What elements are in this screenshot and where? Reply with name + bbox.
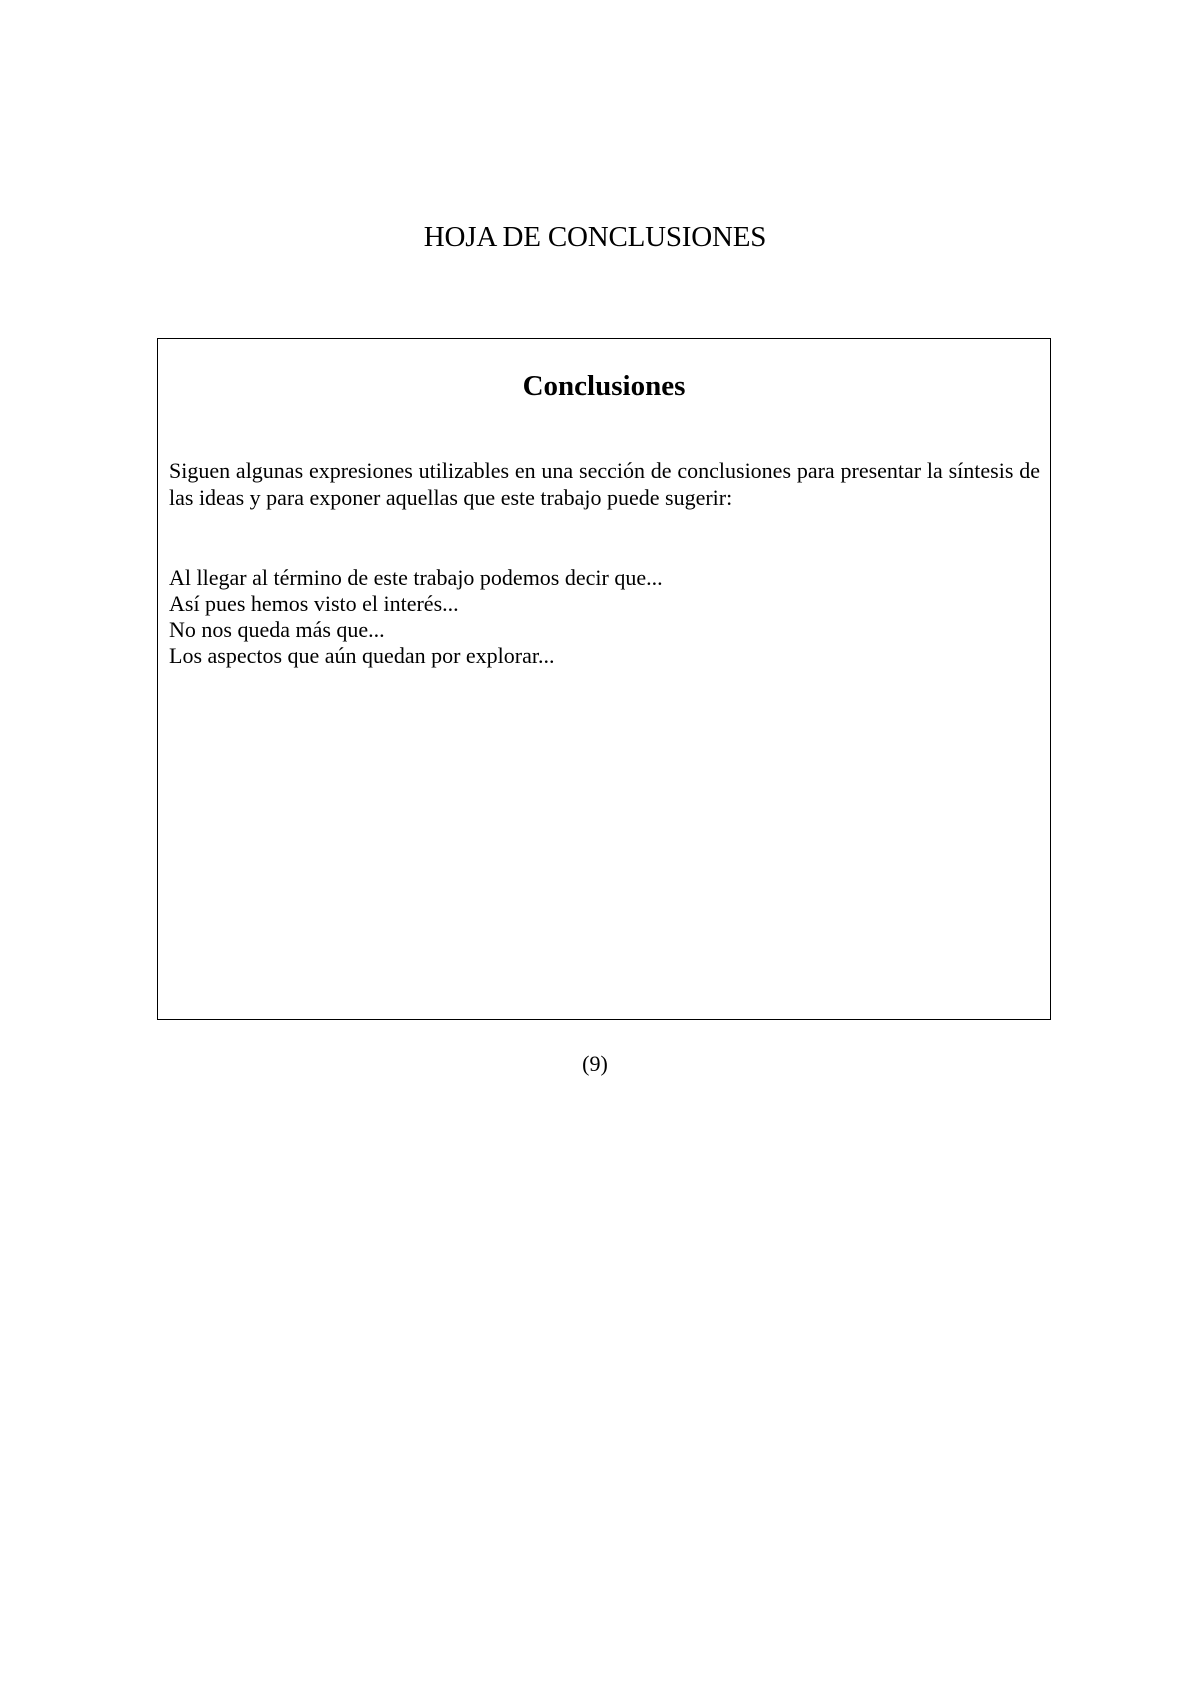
- phrase-item: No nos queda más que...: [169, 617, 385, 642]
- intro-paragraph: Siguen algunas expresiones utilizables en una sección de conclusiones para presentar la síntesis de las ideas y para exponer aquellas que este trabajo puede sugerir:: [169, 458, 1040, 510]
- phrase-item: Así pues hemos visto el interés...: [169, 591, 459, 616]
- page-title: HOJA DE CONCLUSIONES: [423, 221, 767, 253]
- conclusions-heading: Conclusiones: [522, 370, 686, 402]
- page-number: (9): [582, 1051, 608, 1076]
- phrase-item: Al llegar al término de este trabajo podemos decir que...: [169, 565, 663, 590]
- phrase-list: [169, 565, 1040, 669]
- phrase-item: Los aspectos que aún quedan por explorar...: [169, 643, 555, 668]
- conclusions-box: [157, 338, 1051, 1020]
